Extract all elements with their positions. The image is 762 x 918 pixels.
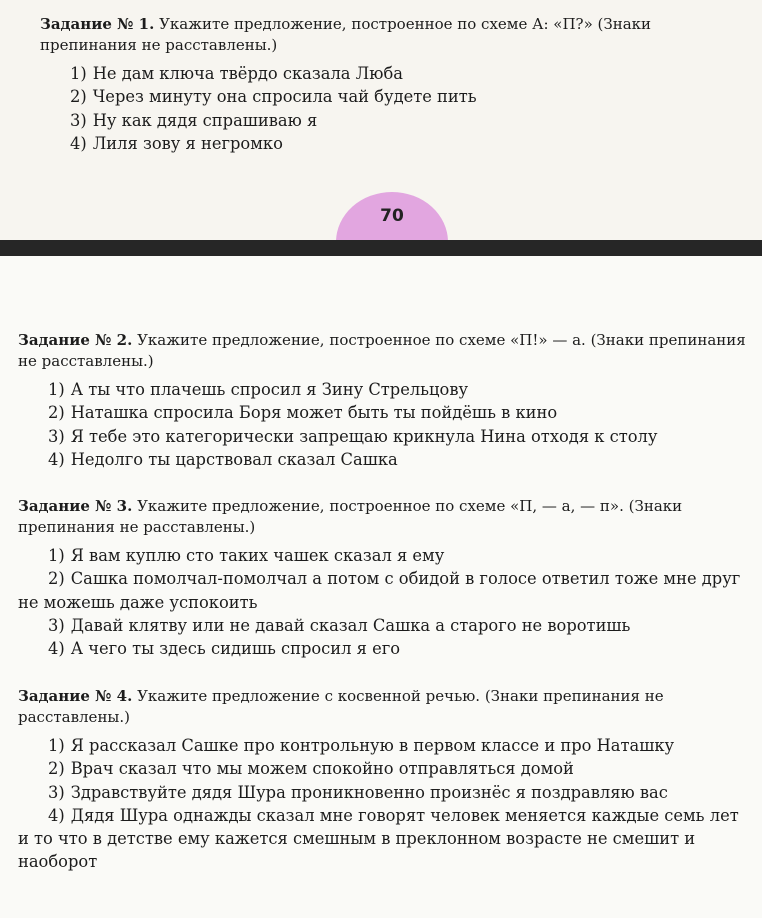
option-text: А ты что плачешь спросил я Зину Стрельцову xyxy=(70,380,469,399)
task-heading xyxy=(18,496,746,538)
answer-options xyxy=(18,544,746,660)
option-number: 2) xyxy=(48,403,65,423)
page-divider xyxy=(0,240,762,256)
answer-option xyxy=(18,614,746,637)
answer-option xyxy=(40,109,746,132)
answer-options xyxy=(18,734,746,874)
answer-options xyxy=(18,378,746,471)
task-2 xyxy=(18,330,746,471)
task-question: Укажите предложение с косвенной речью. (Знаки препинания не расставлены.) xyxy=(18,687,664,726)
option-text: Давай клятву или не давай сказал Сашка а старого не воротишь xyxy=(70,615,631,635)
option-number: 4) xyxy=(48,805,65,825)
answer-option xyxy=(40,85,746,108)
task-question: Укажите предложение, построенное по схеме «П, — а, — п». (Знаки препинания не расставлены.) xyxy=(18,497,683,536)
task-label: Задание № 3. xyxy=(18,497,133,515)
task-label: Задание № 2. xyxy=(18,331,133,349)
option-text: Я вам куплю сто таких чашек сказал я ему xyxy=(70,546,445,565)
answer-option xyxy=(40,62,746,85)
task-4 xyxy=(18,686,746,874)
option-number: 2) xyxy=(48,569,65,589)
option-text: Здравствуйте дядя Шура проникновенно произнёс я поздравляю вас xyxy=(70,782,668,802)
option-text: Дядя Шура однажды сказал мне говорят человек меняется каждые семь лет и то что в детстве ему кажется смешным в преклонном возрасте не смешит и наоборот xyxy=(18,805,739,872)
answer-option xyxy=(18,448,746,471)
answer-option xyxy=(18,781,746,804)
option-text: Врач сказал что мы можем спокойно отправляться домой xyxy=(70,759,574,779)
answer-option xyxy=(18,544,746,567)
task-question: Укажите предложение, построенное по схеме «П!» — а. (Знаки препинания не расставлены.) xyxy=(18,331,746,370)
option-number: 4) xyxy=(48,449,65,469)
top-page-fragment xyxy=(0,0,762,240)
option-number: 3) xyxy=(70,110,87,130)
answer-option xyxy=(18,804,746,874)
option-text: Наташка спросила Боря может быть ты пойдёшь в кино xyxy=(70,403,558,423)
option-text: Я тебе это категорически запрещаю крикнула Нина отходя к столу xyxy=(70,426,658,446)
answer-option xyxy=(18,567,746,614)
option-text: Сашка помолчал-помолчал а потом с обидой в голосе ответил тоже мне друг не можешь даже успокоить xyxy=(18,569,741,612)
answer-option xyxy=(18,757,746,780)
answer-options xyxy=(40,62,746,155)
answer-option xyxy=(40,132,746,155)
task-heading xyxy=(18,686,746,728)
option-number: 1) xyxy=(48,736,65,755)
task-1 xyxy=(40,14,746,155)
option-text: Недолго ты царствовал сказал Сашка xyxy=(70,449,398,469)
option-number: 1) xyxy=(70,64,87,83)
option-text: Через минуту она спросила чай будете пить xyxy=(92,87,477,107)
option-number: 3) xyxy=(48,426,65,446)
task-heading xyxy=(18,330,746,372)
option-number: 2) xyxy=(48,759,65,779)
option-number: 4) xyxy=(48,639,65,659)
answer-option xyxy=(18,401,746,424)
task-label: Задание № 4. xyxy=(18,687,133,705)
answer-option xyxy=(18,425,746,448)
option-text: А чего ты здесь сидишь спросил я его xyxy=(70,639,401,659)
task-label: Задание № 1. xyxy=(40,15,155,33)
task-question: Укажите предложение, построенное по схеме А: «П?» (Знаки препинания не расставлены.) xyxy=(40,15,652,54)
option-number: 1) xyxy=(48,546,65,565)
option-number: 3) xyxy=(48,615,65,635)
option-number: 4) xyxy=(70,133,87,153)
task-3 xyxy=(18,496,746,660)
page-number: 70 xyxy=(380,206,404,226)
answer-option xyxy=(18,637,746,660)
bottom-page-fragment xyxy=(0,256,762,918)
option-text: Ну как дядя спрашиваю я xyxy=(92,110,318,130)
option-number: 3) xyxy=(48,782,65,802)
answer-option xyxy=(18,734,746,757)
task-heading xyxy=(40,14,746,56)
option-text: Лиля зову я негромко xyxy=(92,133,283,153)
option-text: Я рассказал Сашке про контрольную в первом классе и про Наташку xyxy=(70,736,675,755)
option-number: 2) xyxy=(70,87,87,107)
option-text: Не дам ключа твёрдо сказала Люба xyxy=(92,64,403,83)
option-number: 1) xyxy=(48,380,65,399)
answer-option xyxy=(18,378,746,401)
